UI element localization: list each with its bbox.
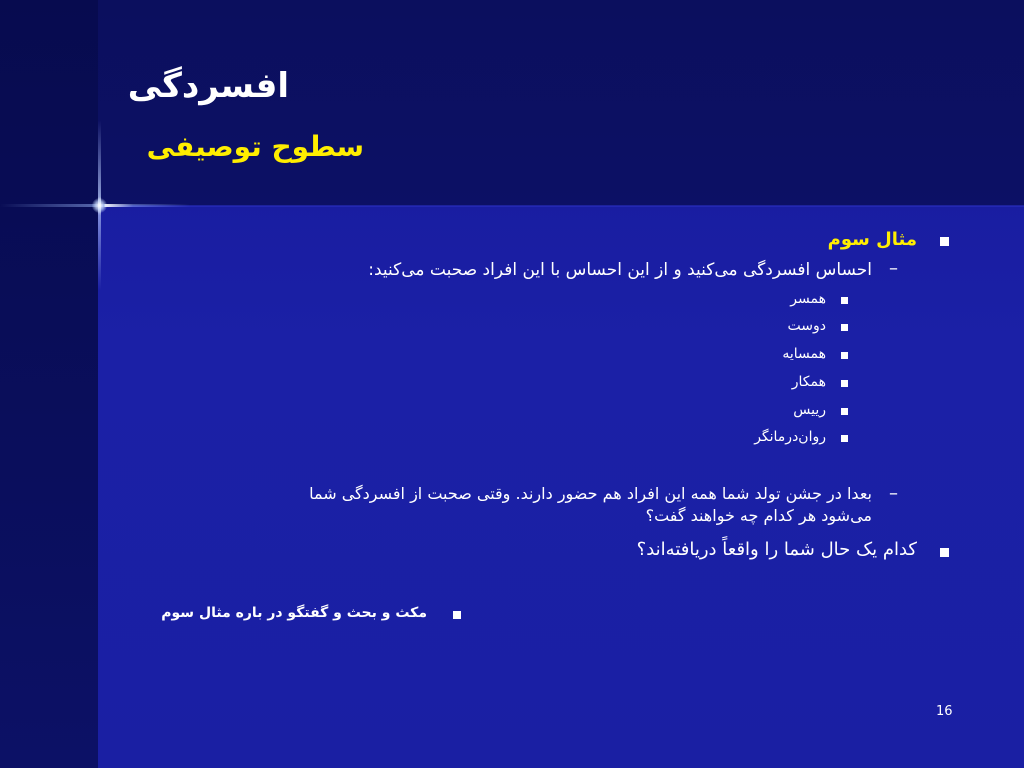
sparkle-star-icon bbox=[92, 198, 107, 213]
bullet-square-icon bbox=[940, 237, 949, 246]
dash-marker-icon: – bbox=[889, 258, 898, 279]
bullet-square-icon bbox=[453, 611, 461, 619]
person-item-colleague: همکار bbox=[791, 374, 826, 390]
sub-bullet-square-icon bbox=[841, 380, 848, 387]
feeling-line: احساس افسردگی می‌کنید و از این احساس با این افراد صحبت می‌کنید: bbox=[368, 260, 872, 280]
person-item-psychotherapist: روان‌درمانگر bbox=[754, 429, 826, 445]
later-line-1: بعدا در جشن تولد شما همه این افراد هم حضور دارند. وقتی صحبت از افسردگی شما bbox=[309, 484, 872, 503]
left-decor-band bbox=[0, 0, 98, 768]
sub-bullet-square-icon bbox=[841, 324, 848, 331]
sub-bullet-square-icon bbox=[841, 297, 848, 304]
person-item-friend: دوست bbox=[787, 318, 826, 334]
slide-subtitle: سطوح توصیفی bbox=[146, 130, 364, 163]
person-item-neighbor: همسایه bbox=[782, 346, 826, 362]
sub-bullet-square-icon bbox=[841, 352, 848, 359]
slide-title: افسردگی bbox=[127, 66, 289, 106]
sub-bullet-square-icon bbox=[841, 435, 848, 442]
person-item-spouse: همسر bbox=[790, 291, 826, 307]
title-band-divider bbox=[98, 205, 1024, 207]
example-heading: مثال سوم bbox=[827, 229, 917, 250]
later-line-2: می‌شود هر کدام چه خواهند گفت؟ bbox=[645, 506, 872, 525]
bullet-square-icon bbox=[940, 548, 949, 557]
dash-marker-icon: – bbox=[889, 483, 898, 504]
discussion-line: مکث و بحث و گفتگو در باره مثال سوم bbox=[161, 605, 427, 621]
page-number: 16 bbox=[936, 704, 953, 719]
question-line: کدام یک حال شما را واقعاً دریافته‌اند؟ bbox=[636, 539, 917, 560]
person-item-boss: رییس bbox=[793, 402, 826, 418]
sub-bullet-square-icon bbox=[841, 408, 848, 415]
